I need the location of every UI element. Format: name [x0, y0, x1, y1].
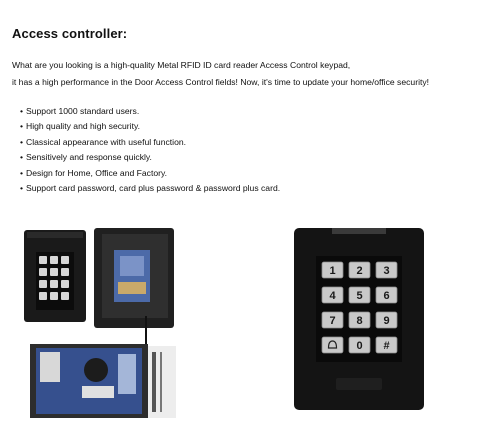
key-9 — [376, 312, 397, 328]
key-bell — [322, 337, 343, 353]
key-label: 0 — [356, 340, 363, 352]
key-5 — [349, 287, 370, 303]
key-label: 4 — [329, 290, 336, 302]
feature-list — [20, 104, 280, 196]
feature-text: High quality and high security. — [26, 121, 141, 132]
feature-item — [20, 119, 280, 134]
key-label: 2 — [356, 265, 363, 277]
feature-text: Support card password, card plus password & password plus card. — [26, 183, 281, 194]
key-3 — [376, 262, 397, 278]
key-label: # — [383, 340, 390, 352]
feature-text: Design for Home, Office and Factory. — [26, 167, 168, 178]
key-8 — [349, 312, 370, 328]
bullet-icon: • — [20, 183, 24, 194]
feature-item — [20, 166, 280, 181]
key-label: 7 — [329, 315, 336, 327]
feature-item — [20, 104, 280, 119]
feature-text: Sensitively and response quickly. — [26, 152, 152, 163]
key-label: 6 — [383, 290, 390, 302]
bullet-icon: • — [20, 121, 24, 132]
key-0 — [349, 337, 370, 353]
intro-paragraph — [12, 57, 492, 91]
device-interior-pcb — [30, 344, 176, 418]
key-hash — [376, 337, 397, 353]
key-6 — [376, 287, 397, 303]
key-label: 3 — [383, 265, 390, 277]
feature-text: Classical appearance with useful function. — [26, 136, 187, 147]
key-7 — [322, 312, 343, 328]
feature-item — [20, 181, 280, 196]
key-4 — [322, 287, 343, 303]
key-label: 1 — [329, 265, 336, 277]
intro-line: it has a high performance in the Door Access Control fields! Now, it's time to update your home/office security! — [12, 77, 430, 87]
page-title: Access controller: — [12, 26, 128, 41]
key-2 — [349, 262, 370, 278]
device-front-view — [24, 230, 86, 322]
intro-line: What are you looking is a high-quality Metal RFID ID card reader Access Control keypad, — [12, 60, 351, 70]
device-rear-view — [94, 228, 174, 356]
product-photo-front-side-interior — [22, 226, 182, 426]
bullet-icon: • — [20, 167, 24, 178]
feature-item — [20, 135, 280, 150]
bullet-icon: • — [20, 136, 24, 147]
key-label: 8 — [356, 315, 363, 327]
key-label: 9 — [383, 315, 390, 327]
bullet-icon: • — [20, 152, 24, 163]
feature-text: Support 1000 standard users. — [26, 106, 140, 116]
feature-item — [20, 150, 280, 165]
bullet-icon: • — [20, 106, 24, 116]
key-label: 5 — [356, 290, 363, 302]
key-1 — [322, 262, 343, 278]
product-photo-keypad — [292, 226, 426, 412]
